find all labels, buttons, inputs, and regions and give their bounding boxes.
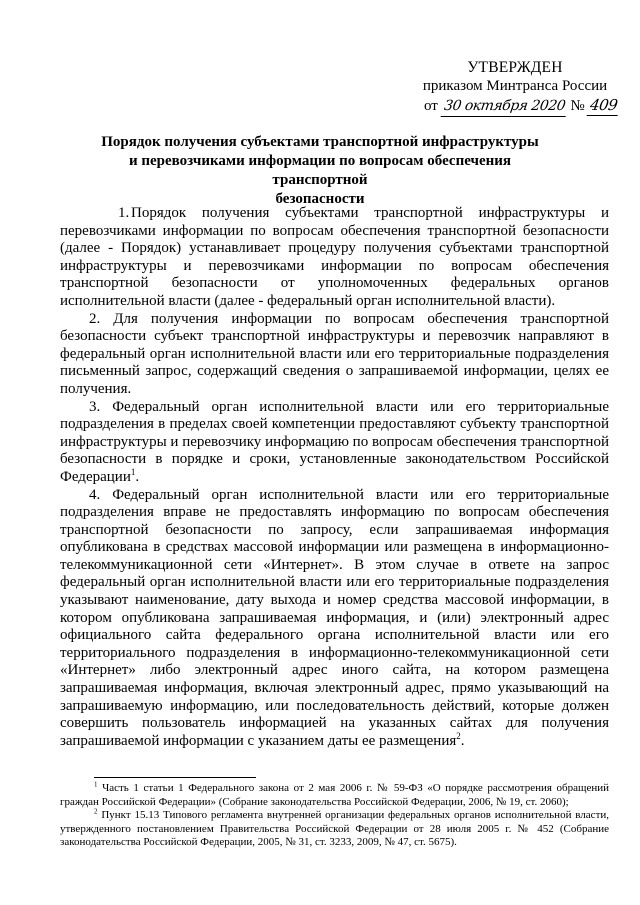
approval-stamp — [420, 58, 619, 117]
handwritten-date: 30 октября 2020 — [440, 97, 568, 117]
title-line-1: Порядок получения субъектами транспортной инфраструктуры — [101, 134, 539, 150]
footnote-ref-1[interactable]: 1 — [130, 466, 136, 477]
title-line-3: безопасности — [275, 191, 365, 207]
title-line-2: и перевозчиками информации по вопросам обеспечения транспортной — [128, 153, 512, 188]
footnote-mark: 1 — [94, 780, 98, 789]
footnote-ref-2[interactable]: 2 — [456, 730, 461, 741]
paragraph-text: Порядок получения субъектами транспортной инфраструктуры и перевозчиками информации по вопросам обеспечения транспортной безопасности (далее - Порядок) устанавливает процедуру получения субъектами транспортной инфраструктуры и перевозчиками информации по вопросам обеспечения транспортной безопасности от уполномоченных федеральных органов исполнительной власти (далее - федеральный орган исполнительной власти). — [60, 205, 609, 309]
approval-order-line: приказом Минтранса России — [422, 78, 608, 94]
footnotes — [60, 782, 609, 850]
paragraph-2 — [60, 311, 609, 399]
paragraph-text: Федеральный орган исполнительной власти или его территориальные подразделения в пределах своей компетенции предоставляют субъекту транспортной инфраструктуры и перевозчику информацию по вопросам обеспечения транспортной безопасности в порядке и сроки, установленные законодательством Российской Федерации — [60, 398, 609, 485]
paragraph-4 — [60, 487, 609, 751]
document-title — [80, 133, 560, 209]
paragraph-end: . — [460, 732, 465, 749]
paragraph-number: 1. — [118, 205, 130, 221]
paragraph-end: . — [135, 468, 140, 485]
handwritten-number: 409 — [587, 96, 621, 116]
footnote-1 — [60, 782, 609, 809]
paragraph-3 — [60, 399, 609, 487]
footnote-divider — [94, 777, 256, 778]
paragraph-text: Для получения информации по вопросам обеспечения транспортной безопасности субъект транспортной инфраструктуры и перевозчик направляют в федеральный орган исполнительной власти или его территориальные подразделения письменный запрос, содержащий сведения о запрашиваемой информации, целях ее получения. — [60, 310, 609, 397]
footnote-2 — [60, 809, 609, 850]
footnote-text: Часть 1 статьи 1 Федерального закона от 2 мая 2006 г. № 59-ФЗ «О порядке рассмотрения обращений граждан Российской Федерации» (Собрание законодательства Российской Федерации, 2006, № 19, ст. 2060); — [60, 782, 610, 808]
paragraph-text: Федеральный орган исполнительной власти или его территориальные подразделения вправе не предоставлять информацию по вопросам обеспечения транспортной безопасности по запросу, если запрашиваемая информация опубликована в средствах массовой информации или размещена в информационно-телекоммуникационной сети «Интернет». В этом случае в ответе на запрос федеральный орган исполнительной власти или его территориальные подразделения указывают наименование, дату выхода и номер средства массовой информации, в котором опубликована запрашиваемая информация, и (или) электронный адрес официального сайта федерального органа исполнительной власти или его территориального подразделения в информационно-телекоммуникационной сети «Интернет» либо электронный адрес иного сайта, на котором размещена запрашиваемая информация, включая электронный адрес, прямо указывающий на запрашиваемую информацию, или последовательность действий, которые должен совершить пользователь информацией на указанных сайтах для получения запрашиваемой информации с указанием даты ее размещения — [60, 486, 609, 749]
approval-date-prefix: от — [424, 98, 438, 114]
paragraph-1 — [60, 205, 609, 311]
paragraph-number: 3. — [89, 398, 101, 415]
footnote-mark: 2 — [94, 807, 98, 816]
document-body — [60, 205, 609, 750]
footnote-text: Пункт 15.13 Типового регламента внутренней организации федеральных органов исполнительной власти, утвержденного постановлением Правительства Российской Федерации от 28 июля 2005 г. № 452 (Собрание законодательства Российской Федерации, 2005, № 31, ст. 3233, 2009, № 47, ст. 5675). — [60, 809, 610, 849]
paragraph-number: 2. — [89, 310, 101, 327]
approval-date-line — [420, 96, 619, 117]
paragraph-number: 4. — [89, 486, 101, 503]
approval-number-label: № — [570, 98, 585, 114]
approval-heading: УТВЕРЖДЕН — [467, 59, 563, 76]
